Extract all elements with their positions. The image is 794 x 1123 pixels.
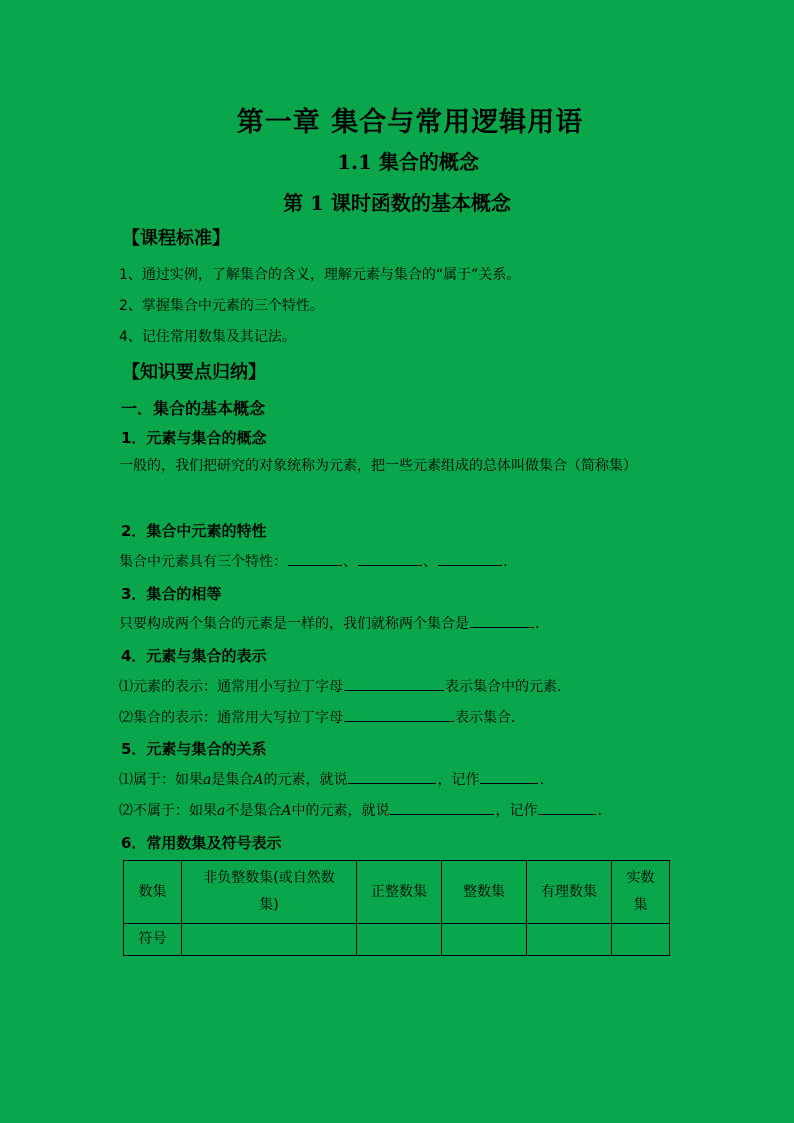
s5-title: 5．元素与集合的关系 [121,740,267,758]
s4-l1-text: ⑴元素的表示：通常用小写拉丁字母 [119,679,343,695]
var-A-2: A [281,803,292,819]
s2-title: 2．集合中元素的特性 [121,522,267,540]
s2-sep1: 、 [343,554,357,570]
symbol-cell-real[interactable] [612,924,670,956]
s5-l1-text2: 是集合 [211,772,254,788]
s5-l1-text4: ，记作 [437,772,480,788]
s3-text: 只要构成两个集合的元素是一样的，我们就称两个集合是 [119,616,469,632]
s3-line [119,613,539,633]
standards-heading: 【课程标准】 [122,228,230,249]
knowledge-heading: 【知识要点归纳】 [122,362,266,383]
s3-end: . [535,616,540,632]
s4-line2 [119,707,525,727]
symbol-cell-natural[interactable] [182,924,357,956]
blank-belongs[interactable] [348,769,436,784]
blank-equal[interactable] [470,613,534,628]
blank-belongs-notation[interactable] [480,769,538,784]
col-positive-integers: 正整数集 [357,861,442,924]
symbol-cell-integer[interactable] [442,924,527,956]
blank-element-letter[interactable] [344,676,444,691]
var-A: A [253,772,264,788]
blank-not-belongs-notation[interactable] [538,800,596,815]
table-row [124,924,670,956]
col-reals: 实数集 [612,861,670,924]
s5-line2 [119,800,602,820]
s5-l1-text3: 的元素，就说 [263,772,348,788]
s5-l2-text3: 中的元素，就说 [291,803,390,819]
s4-l2-rest: 表示集合． [455,710,525,726]
s5-l2-text: ⑵不属于：如果 [119,803,217,819]
s4-l1-rest: 表示集合中的元素． [445,679,571,695]
part1-title: 一．集合的基本概念 [121,399,266,418]
s4-l2-text: ⑵集合的表示：通常用大写拉丁字母 [119,710,343,726]
row-header-sets: 数集 [124,861,182,924]
var-a: a [203,772,212,788]
table-row [124,861,670,924]
blank-trait-2[interactable] [358,551,422,566]
row-header-symbols: 符号 [124,924,182,956]
s5-l1-end: . [539,772,544,788]
s2-line [119,551,507,571]
s1-text: 一般的，我们把研究的对象统称为元素，把一些元素组成的总体叫做集合（简称集） [119,458,637,474]
symbol-cell-rational[interactable] [527,924,612,956]
section-title: 1.1 集合的概念 [337,150,479,174]
s2-sep2: 、 [423,554,437,570]
chapter-title: 第一章 集合与常用逻辑用语 [236,107,584,138]
s5-line1 [119,769,544,789]
blank-set-letter[interactable] [344,707,454,722]
symbol-cell-positive[interactable] [357,924,442,956]
s5-l2-text4: ，记作 [495,803,538,819]
blank-trait-1[interactable] [288,551,342,566]
s4-line1 [119,676,571,696]
standard-item-1: 1、通过实例，了解集合的含义，理解元素与集合的“属于”关系。 [119,267,521,283]
number-sets-table [123,860,670,956]
s6-title: 6．常用数集及符号表示 [121,834,282,852]
s5-l2-text2: 不是集合 [225,803,282,819]
s5-l2-end: . [597,803,602,819]
col-natural-numbers: 非负整数集(或自然数集) [182,861,357,924]
col-rationals: 有理数集 [527,861,612,924]
s2-end: . [503,554,508,570]
s2-text: 集合中元素具有三个特性： [119,554,287,570]
standard-item-3: 4、记住常用数集及其记法。 [119,329,296,345]
s1-title: 1．元素与集合的概念 [121,429,267,447]
col-integers: 整数集 [442,861,527,924]
s3-title: 3．集合的相等 [121,585,222,603]
lesson-title: 第 1 课时函数的基本概念 [283,191,511,215]
blank-trait-3[interactable] [438,551,502,566]
s5-l1-text: ⑴属于：如果 [119,772,203,788]
s4-title: 4．元素与集合的表示 [121,647,267,665]
var-a-2: a [217,803,226,819]
blank-not-belongs[interactable] [390,800,494,815]
standard-item-2: 2、掌握集合中元素的三个特性。 [119,298,324,314]
